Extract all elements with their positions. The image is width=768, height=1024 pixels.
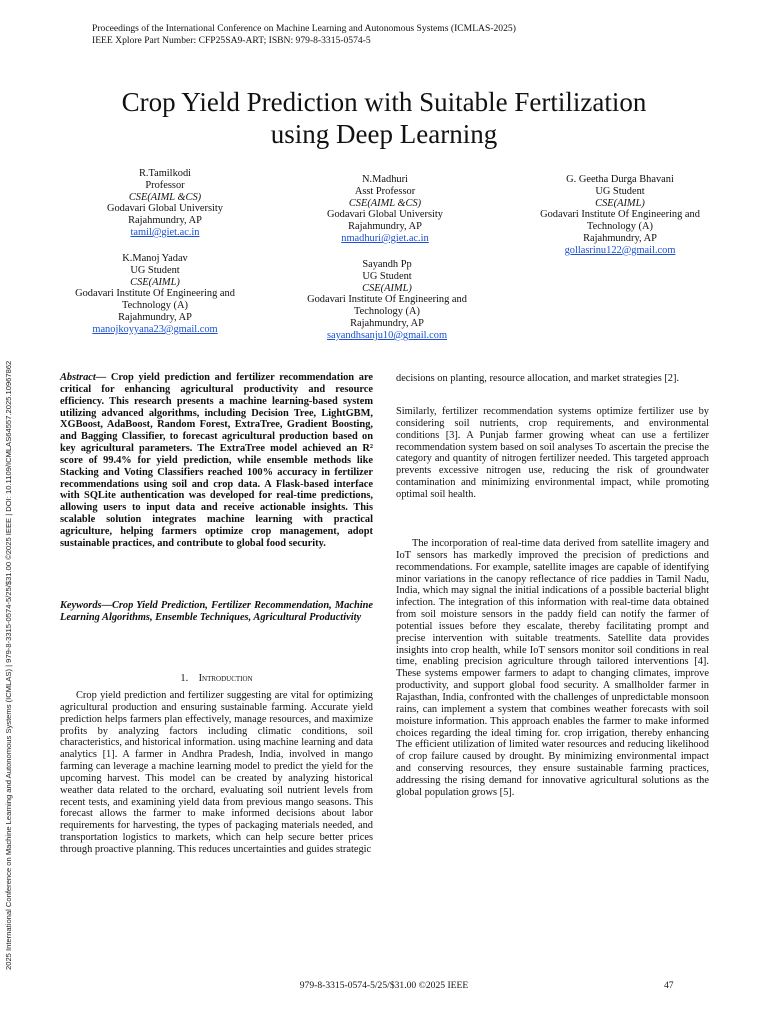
right-paragraph-3 xyxy=(396,538,709,799)
author-org: Godavari Institute Of Engineering and xyxy=(540,209,700,221)
paragraph-text: The incorporation of real-time data derived from satellite imagery and IoT sensors has markedly improved the precision of predictions and recommendations. For example, satellite images are capable of identifying minor variations in the canopy reflectance of rice paddies in Tamil Nadu, India, which may signal the initial indications of a possible bacterial blight infection. The integration of this information with real-time data obtained from soil moisture sensors in the paddy field can notify the farmer of potential issues before they escalate, thereby facilitating prompt and precise intervention with suitable treatments. Satellite data provides insights into crop health, while IoT sensors monitor soil conditions in real time, enabling precision agriculture through tailored interventions [4]. These systems empower farmers to adapt to changing climates, improve productivity, and support global food security. A smallholder farmer in Rajasthan, India, confronted with the challenges of unpredictable monsoon rains, can implement a system that combines weather forecasts with soil moisture information. This approach enables the farmer to make informed choices regarding the ideal timing for. crop irrigation, thereby enhancing The efficient utilization of limited water resources and reducing likelihood of crop failure caused by drought. By minimizing environmental impact and conserving resources, they ensure sustainable farming practices, addressing the rising demand for innovative agricultural solutions as the global population grows [5]. xyxy=(396,538,709,798)
section-number: 1. xyxy=(180,673,189,684)
author-name: Sayandh Pp xyxy=(362,259,412,270)
intro-paragraph: Crop yield prediction and fertilizer suggesting are vital for optimizing agricultural production and ensuring sustainable farming. Accurate yield prediction helps farmers plan effectively, manage resources, and maximize profits by analyzing factors including climatic conditions, soil characteristics, and historical information. using machine learning and data analytics [1]. A farmer in Andhra Pradesh, India, involved in mango farming can leverage a machine learning model to predict the yield for the upcoming harvest. This model can be created by analyzing historical weather data related to the orchard, evaluating soil nutrient levels from recent tests, and examining yield data from previous mango seasons. This forecast allows the farmer to make informed decisions about labor requirements for harvesting, the types of packaging materials needed, and transportation logistics to markets, which can help secure better prices through proactive planning. This reduces uncertainties and guides strategic xyxy=(60,690,373,855)
author-block-3 xyxy=(525,174,715,257)
paragraph-text: Similarly, fertilizer recommendation systems optimize fertilizer use by considering soil nutrients, crop requirements, and environmental conditions [3]. A Punjab farmer growing wheat can use a fertilizer recommendation system based on soil analyses To ascertain the precise the category and quantity of nitrogen fertilizer needed. This targeted approach prevents excessive nitrogen use, reducing the risk of groundwater contamination and minimizing environmental impact, while promoting optimal soil health. xyxy=(396,406,709,500)
author-org: Technology (A) xyxy=(587,221,653,233)
author-name: G. Geetha Durga Bhavani xyxy=(566,174,674,185)
author-email-link[interactable]: sayandhsanju10@gmail.com xyxy=(326,329,448,341)
author-role: UG Student xyxy=(130,264,180,276)
author-city: Rajahmundry, AP xyxy=(118,311,192,323)
author-city: Rajahmundry, AP xyxy=(348,221,422,233)
paragraph-text: decisions on planting, resource allocation, and market strategies [2]. xyxy=(396,373,680,384)
author-block-5 xyxy=(292,259,482,342)
author-dept: CSE(AIML) xyxy=(130,276,180,288)
abstract-label: Abstract— xyxy=(60,372,107,383)
author-org: Godavari Institute Of Engineering and xyxy=(307,294,467,306)
author-role: Asst Professor xyxy=(354,185,416,197)
page-number: 47 xyxy=(664,980,674,991)
abstract-text: Crop yield prediction and fertilizer recommendation are critical for enhancing agricultural productivity and resource efficiency. This research presents a machine learning-based system utilizing advanced algorithms, including Decision Tree, LightGBM, XGBoost, AdaBoost, Random Forest, ExtraTree, Gradient Boosting, and Bagging Classifier, to forecast agricultural production based on key agricultural parameters. The ExtraTree model achieved an R² score of 99.4% for yield prediction, while ensemble methods like Stacking and Voting Classifiers reached 100% accuracy in fertilizer recommendations using soil and crop data. A Flask-based interface with SQLite authentication was developed for real-time predictions, allowing users to input data and receive actionable insights. This scalable solution integrates machine learning with practical agriculture, helping farmers optimize crop management, adopt sustainable practices, and contribute to global food security. xyxy=(60,372,373,549)
section-title: Introduction xyxy=(198,673,253,684)
author-role: UG Student xyxy=(362,270,412,282)
right-paragraph-2 xyxy=(396,406,709,501)
introduction-body xyxy=(60,690,373,856)
author-block-2 xyxy=(310,174,460,245)
conference-header xyxy=(92,23,516,47)
author-name: N.Madhuri xyxy=(362,174,408,185)
paper-title xyxy=(40,86,728,150)
author-email-link[interactable]: manojkoyyana23@gmail.com xyxy=(92,323,218,335)
author-email-link[interactable]: gollasrinu122@gmail.com xyxy=(564,244,676,256)
author-dept: CSE(AIML) xyxy=(595,197,645,209)
title-line-2: using Deep Learning xyxy=(270,119,498,149)
author-role: Professor xyxy=(145,179,185,191)
author-role: UG Student xyxy=(595,185,645,197)
footer-copyright: 979-8-3315-0574-5/25/$31.00 ©2025 IEEE xyxy=(299,980,469,991)
doi-sidebar: 2025 International Conference on Machine Learning and Autonomous Systems (ICMLAS) | 979-8-3315-0574-5/25/$31.00 ©2025 IEEE | DOI: 10.1109/ICMLAS64557.2025.10967862 xyxy=(4,360,13,970)
author-block-4 xyxy=(60,253,250,336)
keywords xyxy=(60,600,373,624)
author-org: Technology (A) xyxy=(122,300,188,312)
author-city: Rajahmundry, AP xyxy=(350,317,424,329)
author-city: Rajahmundry, AP xyxy=(583,232,657,244)
author-dept: CSE(AIML &CS) xyxy=(348,197,422,209)
header-line-2: IEEE Xplore Part Number: CFP25SA9-ART; ISBN: 979-8-3315-0574-5 xyxy=(92,35,371,46)
author-org: Godavari Global University xyxy=(326,209,443,221)
author-dept: CSE(AIML &CS) xyxy=(128,191,202,203)
author-city: Rajahmundry, AP xyxy=(128,215,202,227)
author-org: Godavari Global University xyxy=(106,203,223,215)
author-name: K.Manoj Yadav xyxy=(122,253,188,264)
abstract xyxy=(60,372,373,550)
author-block-1 xyxy=(95,168,235,239)
author-email-link[interactable]: tamil@giet.ac.in xyxy=(130,226,200,238)
author-org: Godavari Institute Of Engineering and xyxy=(75,288,235,300)
author-email-link[interactable]: nmadhuri@giet.ac.in xyxy=(341,232,429,244)
right-paragraph-1 xyxy=(396,373,709,385)
title-line-1: Crop Yield Prediction with Suitable Fertilization xyxy=(121,87,647,117)
author-name: R.Tamilkodi xyxy=(138,168,192,179)
author-dept: CSE(AIML) xyxy=(362,282,412,294)
section-heading xyxy=(60,673,373,684)
header-line-1: Proceedings of the International Conference on Machine Learning and Autonomous Systems (ICMLAS-2025) xyxy=(92,23,516,34)
keywords-text: Keywords—Crop Yield Prediction, Fertilizer Recommendation, Machine Learning Algorithms, Ensemble Techniques, Agricultural Productivity xyxy=(60,600,373,623)
author-org: Technology (A) xyxy=(354,306,420,318)
